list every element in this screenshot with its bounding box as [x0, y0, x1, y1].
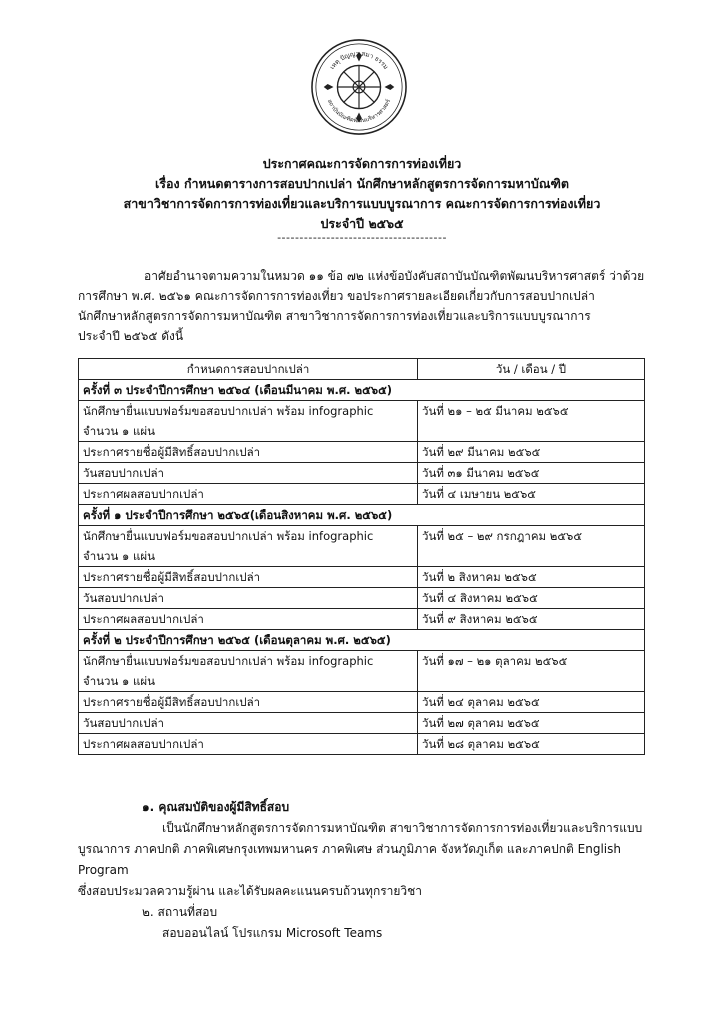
- header-divider: --------------------------------------: [277, 231, 447, 244]
- task-text-cont: จำนวน ๑ แผ่น: [83, 549, 155, 563]
- section-heading-location: ๒. สถานที่สอบ: [142, 905, 218, 919]
- table-row: [79, 463, 645, 484]
- task-text-cont: จำนวน ๑ แผ่น: [83, 674, 155, 688]
- table-row: [79, 484, 645, 505]
- intro-line: การศึกษา พ.ศ. ๒๕๖๑ คณะการจัดการการท่องเที่ยว ขอประกาศรายละเอียดเกี่ยวกับการสอบปากเปล่า: [78, 289, 595, 303]
- task-text: นักศึกษายื่นแบบฟอร์มขอสอบปากเปล่า พร้อม infographic: [83, 654, 374, 668]
- date-cell: วันที่ ๒๔ ตุลาคม ๒๕๖๕: [418, 692, 645, 713]
- eligibility-text: เป็นนักศึกษาหลักสูตรการจัดการมหาบัณฑิต สาขาวิชาการจัดการการท่องเที่ยวและบริการแบบ: [162, 821, 643, 835]
- eligibility-text: บูรณาการ ภาคปกติ ภาคพิเศษกรุงเทพมหานคร ภาคพิเศษ ส่วนภูมิภาค จังหวัดภูเก็ต และภาคปกติ English Program: [78, 842, 621, 877]
- date-cell: วันที่ ๒๕ – ๒๙ กรกฎาคม ๒๕๖๕: [418, 526, 645, 567]
- task-cell: ประกาศผลสอบปากเปล่า: [79, 484, 418, 505]
- date-cell: วันที่ ๒๑ – ๒๕ มีนาคม ๒๕๖๕: [418, 401, 645, 442]
- date-cell: วันที่ ๒ สิงหาคม ๒๕๖๕: [418, 567, 645, 588]
- task-text: นักศึกษายื่นแบบฟอร์มขอสอบปากเปล่า พร้อม infographic: [83, 404, 374, 418]
- table-row: [79, 713, 645, 734]
- seal-bottom-text: สถาบันบัณฑิตพัฒนบริหารศาสตร์: [325, 98, 393, 125]
- table-row: [79, 651, 645, 692]
- task-cell: วันสอบปากเปล่า: [79, 463, 418, 484]
- date-cell: วันที่ ๙ สิงหาคม ๒๕๖๕: [418, 609, 645, 630]
- column-header-date: วัน / เดือน / ปี: [418, 359, 645, 380]
- section-title: ครั้งที่ ๒ ประจำปีการศึกษา ๒๕๖๕ (เดือนตุลาคม พ.ศ. ๒๕๖๕): [79, 630, 645, 651]
- task-cell: [79, 526, 418, 567]
- intro-line: ประจำปี ๒๕๖๕ ดังนี้: [78, 329, 184, 343]
- column-header-task: กำหนดการสอบปากเปล่า: [79, 359, 418, 380]
- institute-seal: [310, 38, 408, 136]
- table-header-row: [79, 359, 645, 380]
- table-row: [79, 588, 645, 609]
- task-cell: ประกาศผลสอบปากเปล่า: [79, 734, 418, 755]
- announcement-title: ประกาศคณะการจัดการการท่องเที่ยว: [262, 156, 462, 171]
- task-cell: [79, 401, 418, 442]
- section-heading-eligibility: ๑. คุณสมบัติของผู้มีสิทธิ์สอบ: [142, 800, 290, 814]
- announcement-sections: [78, 797, 646, 944]
- section-title: ครั้งที่ ๑ ประจำปีการศึกษา ๒๕๖๕(เดือนสิงหาคม พ.ศ. ๒๕๖๕): [79, 505, 645, 526]
- location-text: สอบออนไลน์ โปรแกรม Microsoft Teams: [162, 926, 383, 940]
- date-cell: วันที่ ๓๑ มีนาคม ๒๕๖๕: [418, 463, 645, 484]
- section-row: [79, 380, 645, 401]
- announcement-header: [0, 154, 724, 242]
- announcement-program: สาขาวิชาการจัดการการท่องเที่ยวและบริการแบบบูรณาการ คณะการจัดการการท่องเที่ยว: [123, 196, 601, 211]
- task-cell: ประกาศรายชื่อผู้มีสิทธิ์สอบปากเปล่า: [79, 692, 418, 713]
- task-cell: ประกาศรายชื่อผู้มีสิทธิ์สอบปากเปล่า: [79, 567, 418, 588]
- seal-top-text: เหตุ ปัญญา สมา ธรรม: [327, 49, 390, 71]
- task-cell: ประกาศผลสอบปากเปล่า: [79, 609, 418, 630]
- intro-line: อาศัยอำนาจตามความในหมวด ๑๑ ข้อ ๗๒ แห่งข้อบังคับสถาบันบัณฑิตพัฒนบริหารศาสตร์ ว่าด้วย: [144, 269, 645, 283]
- task-cell: วันสอบปากเปล่า: [79, 713, 418, 734]
- table-row: [79, 609, 645, 630]
- intro-line: นักศึกษาหลักสูตรการจัดการมหาบัณฑิต สาขาวิชาการจัดการการท่องเที่ยวและบริการแบบบูรณาการ: [78, 309, 591, 323]
- task-cell: ประกาศรายชื่อผู้มีสิทธิ์สอบปากเปล่า: [79, 442, 418, 463]
- intro-paragraph: [78, 266, 646, 346]
- section-row: [79, 630, 645, 651]
- date-cell: วันที่ ๑๗ – ๒๑ ตุลาคม ๒๕๖๕: [418, 651, 645, 692]
- task-cell: [79, 651, 418, 692]
- table-row: [79, 567, 645, 588]
- date-cell: วันที่ ๔ สิงหาคม ๒๕๖๕: [418, 588, 645, 609]
- exam-schedule-table: [78, 358, 645, 755]
- table-row: [79, 734, 645, 755]
- announcement-subject: เรื่อง กำหนดตารางการสอบปากเปล่า นักศึกษาหลักสูตรการจัดการมหาบัณฑิต: [155, 176, 569, 191]
- task-cell: วันสอบปากเปล่า: [79, 588, 418, 609]
- task-text: นักศึกษายื่นแบบฟอร์มขอสอบปากเปล่า พร้อม infographic: [83, 529, 374, 543]
- date-cell: วันที่ ๒๗ ตุลาคม ๒๕๖๕: [418, 713, 645, 734]
- table-row: [79, 442, 645, 463]
- table-row: [79, 401, 645, 442]
- date-cell: วันที่ ๒๘ ตุลาคม ๒๕๖๕: [418, 734, 645, 755]
- section-title: ครั้งที่ ๓ ประจำปีการศึกษา ๒๕๖๔ (เดือนมีนาคม พ.ศ. ๒๕๖๕): [79, 380, 645, 401]
- table-row: [79, 692, 645, 713]
- section-row: [79, 505, 645, 526]
- date-cell: วันที่ ๔ เมษายน ๒๕๖๕: [418, 484, 645, 505]
- eligibility-text: ซึ่งสอบประมวลความรู้ผ่าน และได้รับผลคะแนนครบถ้วนทุกรายวิชา: [78, 884, 423, 898]
- task-text-cont: จำนวน ๑ แผ่น: [83, 424, 155, 438]
- date-cell: วันที่ ๒๙ มีนาคม ๒๕๖๕: [418, 442, 645, 463]
- table-row: [79, 526, 645, 567]
- announcement-year: ประจำปี ๒๕๖๕: [320, 216, 404, 231]
